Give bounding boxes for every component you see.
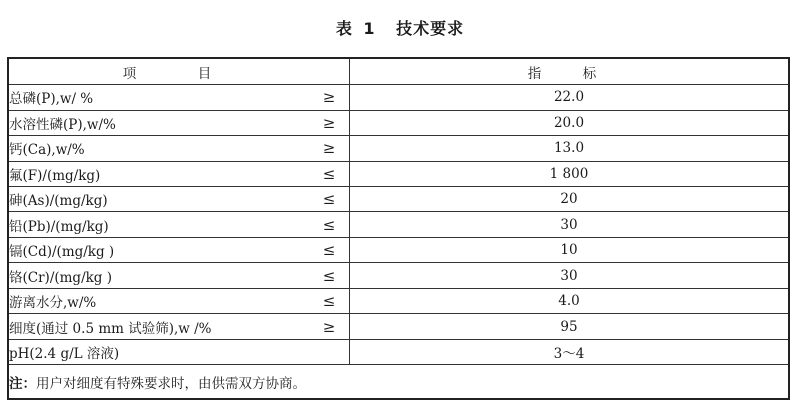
item-cell [8,212,350,237]
table-title [0,16,800,39]
comparison-symbol: ≥ [322,88,336,107]
table-title-text: 技术要求 [396,19,465,38]
table-row [8,136,789,161]
comparison-symbol: ≥ [322,113,336,132]
item-cell [8,263,350,288]
comparison-symbol: ≤ [322,266,336,285]
item-cell [8,161,350,186]
note-text: 用户对细度有特殊要求时，由供需双方协商。 [36,375,306,392]
comparison-symbol: ≥ [322,317,336,336]
item-name: 砷(As)/(mg/kg) [9,193,108,210]
item-cell [8,314,350,339]
item-name: pH(2.4 g/L 溶液) [9,346,120,363]
value-cell: 1 800 [350,161,790,186]
table-row [8,339,789,364]
value-cell: 22.0 [350,85,790,110]
table-title-label: 表 [335,19,353,38]
value-cell: 95 [350,314,790,339]
table-row [8,237,789,262]
comparison-symbol: ≤ [322,241,336,260]
value-cell: 30 [350,263,790,288]
comparison-symbol: ≤ [322,292,336,311]
value-cell: 13.0 [350,136,790,161]
table-header-row [8,58,789,85]
item-name: 铬(Cr)/(mg/kg ) [9,269,113,286]
value-cell: 4.0 [350,288,790,313]
table-row [8,161,789,186]
item-cell [8,110,350,135]
item-name: 细度(通过 0.5 mm 试验筛),w /% [9,320,212,337]
table-row [8,85,789,110]
item-cell [8,339,350,364]
item-cell [8,237,350,262]
item-cell [8,186,350,211]
item-cell [8,136,350,161]
header-item: 项 目 [8,58,350,85]
value-cell: 30 [350,212,790,237]
item-name: 镉(Cd)/(mg/kg ) [9,244,115,261]
comparison-symbol: ≤ [322,215,336,234]
value-cell: 10 [350,237,790,262]
value-cell: 20.0 [350,110,790,135]
table-note [8,365,789,399]
item-name: 铅(Pb)/(mg/kg) [9,218,109,235]
table-note-row [8,365,789,399]
table-row [8,212,789,237]
item-name: 氟(F)/(mg/kg) [9,167,101,184]
value-cell: 3～4 [350,339,790,364]
table-row [8,263,789,288]
table-row [8,288,789,313]
item-name: 总磷(P),w/ % [9,91,94,108]
table-row [8,314,789,339]
item-cell [8,288,350,313]
item-name: 钙(Ca),w/% [9,142,85,159]
value-cell: 20 [350,186,790,211]
note-label: 注： [9,375,36,392]
item-name: 水溶性磷(P),w/% [9,116,116,133]
comparison-symbol: ≥ [322,139,336,158]
table-row [8,186,789,211]
item-cell [8,85,350,110]
item-name: 游离水分,w/% [9,295,97,312]
comparison-symbol: ≤ [322,164,336,183]
comparison-symbol: ≤ [322,190,336,209]
table-title-number: 1 [363,19,376,38]
requirements-table [7,57,790,400]
table-row [8,110,789,135]
header-value: 指 标 [350,58,790,85]
